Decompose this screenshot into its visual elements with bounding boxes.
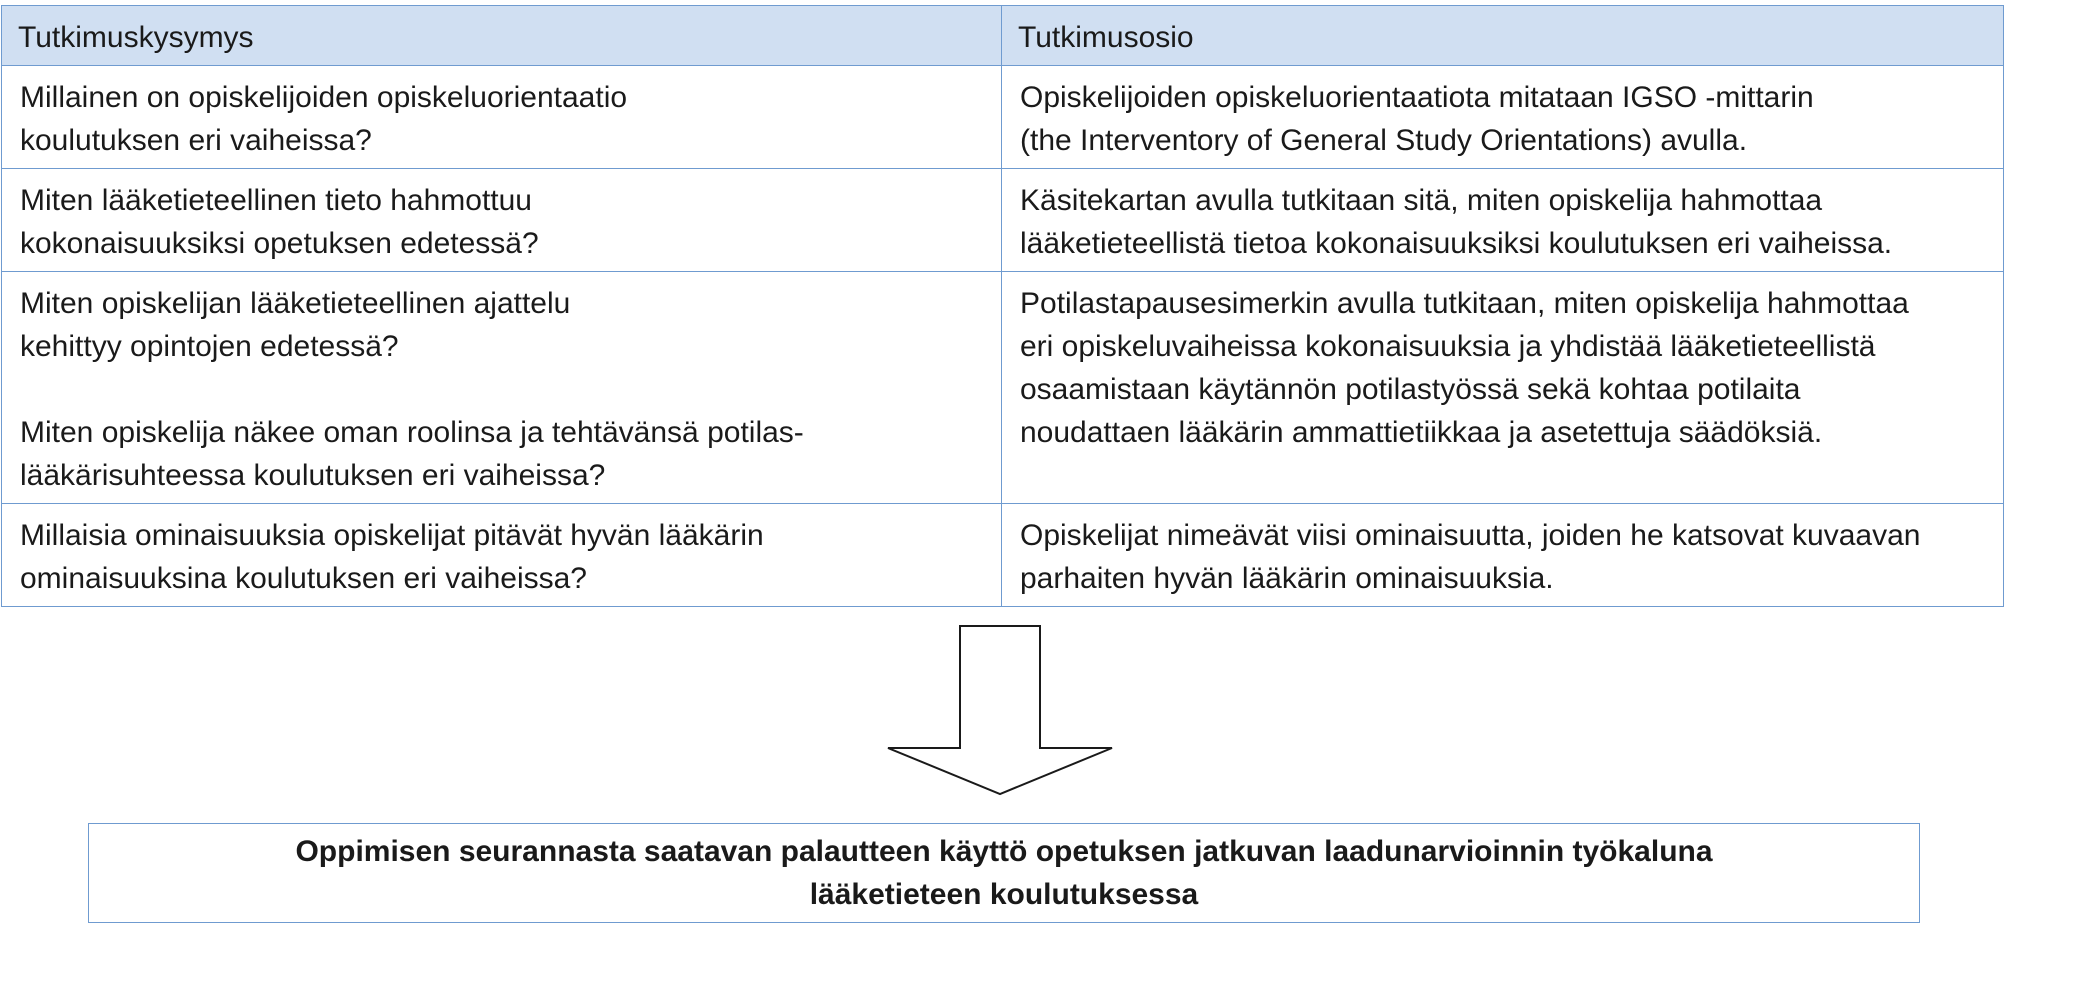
table-row bbox=[2, 169, 2004, 272]
conclusion-box bbox=[88, 823, 1920, 923]
question-cell-text: Miten opiskelija näkee oman roolinsa ja tehtävänsä potilas- lääkärisuhteessa koulutuksen eri vaiheissa? bbox=[20, 416, 804, 492]
research-table bbox=[1, 5, 2004, 607]
question-cell bbox=[2, 504, 1002, 607]
table-row bbox=[2, 504, 2004, 607]
question-cell-text: Miten opiskelijan lääketieteellinen ajattelu kehittyy opintojen edetessä? bbox=[20, 287, 571, 363]
method-cell-text: Opiskelijoiden opiskeluorientaatiota mitataan IGSO -mittarin (the Interventory of General Study Orientations) avulla. bbox=[1020, 81, 1814, 157]
conclusion-text: Oppimisen seurannasta saatavan palautteen käyttö opetuksen jatkuvan laadunarvioinnin työkaluna lääketieteen koulutuksessa bbox=[295, 835, 1713, 911]
method-cell bbox=[1002, 169, 2004, 272]
method-cell-text: Potilastapausesimerkin avulla tutkitaan, miten opiskelija hahmottaa eri opiskeluvaiheissa kokonaisuuksia ja yhdistää lääketieteellistä osaamistaan käytännön potilastyössä sekä kohtaa potilaita noudattaen lääkärin ammattietiikkaa ja asetettuja säädöksiä. bbox=[1020, 287, 1909, 449]
question-cell-text: Millainen on opiskelijoiden opiskeluorientaatio koulutuksen eri vaiheissa? bbox=[20, 81, 628, 157]
header-research-question: Tutkimuskysymys bbox=[2, 6, 1002, 66]
table-header-row bbox=[2, 6, 2004, 66]
question-cell bbox=[2, 272, 1002, 504]
question-cell bbox=[2, 169, 1002, 272]
method-cell bbox=[1002, 504, 2004, 607]
method-cell-text: Käsitekartan avulla tutkitaan sitä, miten opiskelija hahmottaa lääketieteellistä tietoa kokonaisuuksiksi koulutuksen eri vaiheissa. bbox=[1020, 184, 1893, 260]
method-cell bbox=[1002, 272, 2004, 504]
question-cell-text: Millaisia ominaisuuksia opiskelijat pitävät hyvän lääkärin ominaisuuksina koulutuksen eri vaiheissa? bbox=[20, 519, 764, 595]
table-row bbox=[2, 272, 2004, 504]
table-row bbox=[2, 66, 2004, 169]
method-cell-text: Opiskelijat nimeävät viisi ominaisuutta, joiden he katsovat kuvaavan parhaiten hyvän lääkärin ominaisuuksia. bbox=[1020, 519, 1921, 595]
question-cell bbox=[2, 66, 1002, 169]
question-cell-text: Miten lääketieteellinen tieto hahmottuu kokonaisuuksiksi opetuksen edetessä? bbox=[20, 184, 539, 260]
header-research-section: Tutkimusosio bbox=[1002, 6, 2004, 66]
down-arrow-icon bbox=[880, 622, 1120, 798]
method-cell bbox=[1002, 66, 2004, 169]
